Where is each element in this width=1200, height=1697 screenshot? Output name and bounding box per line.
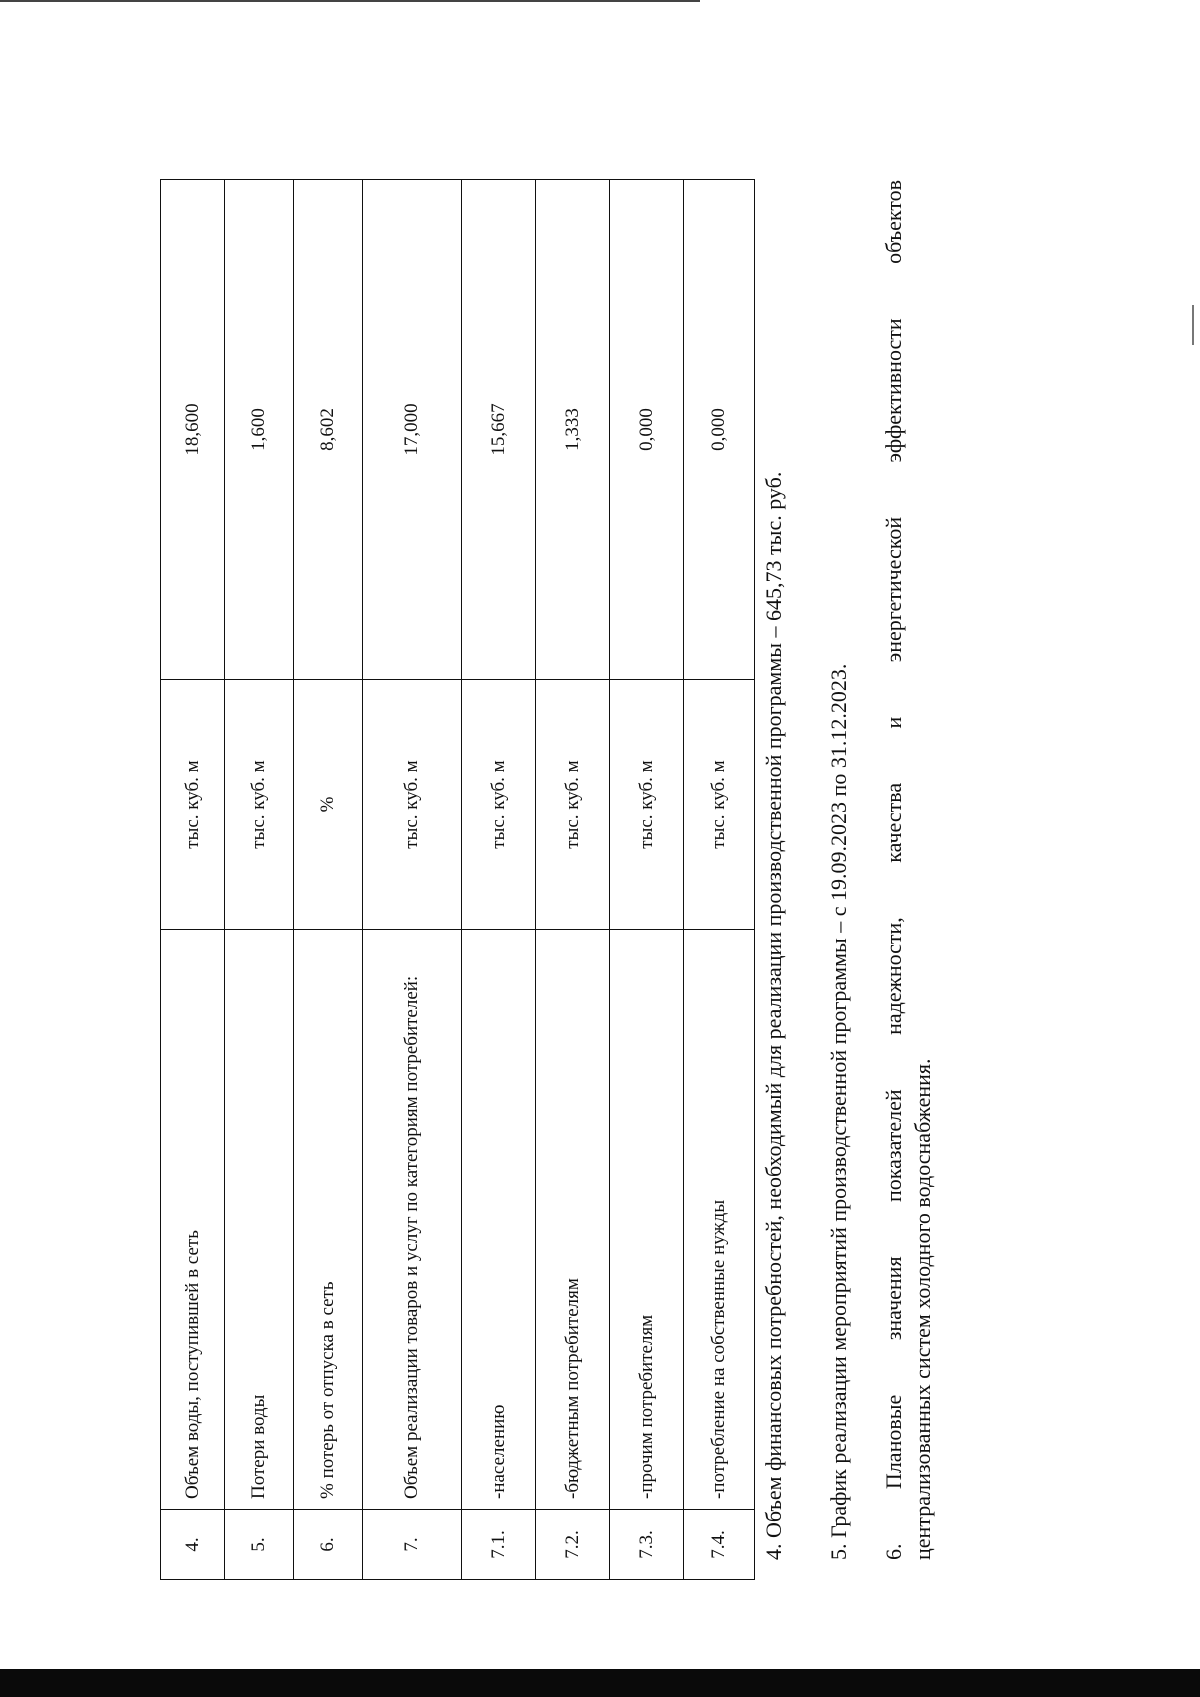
word: показателей	[881, 1089, 906, 1202]
row-number: 4.	[161, 1510, 225, 1580]
paragraph-indicators	[880, 160, 937, 1560]
table-row	[294, 180, 363, 1580]
table-row	[462, 180, 536, 1580]
row-name: -бюджетным потребителям	[536, 930, 610, 1510]
word: эффективности	[881, 318, 906, 463]
paragraph-financial-needs: 4. Объем финансовых потребностей, необходимый для реализации производственной программы – 645,73 тыс. руб.	[761, 471, 786, 1560]
word: значения	[881, 1256, 906, 1341]
row-unit: тыс. куб. м	[363, 680, 462, 930]
row-unit: %	[294, 680, 363, 930]
table-row	[225, 180, 294, 1580]
row-value: 1,600	[225, 180, 294, 680]
paragraph-indicators-line1	[880, 180, 909, 1560]
table-row	[161, 180, 225, 1580]
row-number: 7.4.	[684, 1510, 755, 1580]
table-row	[684, 180, 755, 1580]
word: 6.	[881, 1543, 906, 1560]
row-unit: тыс. куб. м	[610, 680, 684, 930]
row-unit: тыс. куб. м	[536, 680, 610, 930]
word: энергетической	[881, 516, 906, 663]
row-number: 7.	[363, 1510, 462, 1580]
paragraph-schedule: 5. График реализации мероприятий производственной программы – с 19.09.2023 по 31.12.2023.	[826, 663, 851, 1560]
row-name: -прочим потребителям	[610, 930, 684, 1510]
row-name: Объем воды, поступившей в сеть	[161, 930, 225, 1510]
row-value: 17,000	[363, 180, 462, 680]
paragraph-indicators-line2: централизованных систем холодного водоснабжения.	[909, 1058, 935, 1560]
row-value: 15,667	[462, 180, 536, 680]
row-number: 5.	[225, 1510, 294, 1580]
indicators-table	[160, 179, 755, 1580]
row-unit: тыс. куб. м	[161, 680, 225, 930]
row-name: Объем реализации товаров и услуг по категориям потребителей:	[363, 930, 462, 1510]
table-row	[536, 180, 610, 1580]
table-row	[363, 180, 462, 1580]
word: и	[881, 716, 906, 729]
word: качества	[881, 782, 906, 863]
word: объектов	[881, 180, 906, 264]
row-name: % потерь от отпуска в сеть	[294, 930, 363, 1510]
row-name: -населению	[462, 930, 536, 1510]
row-name: Потери воды	[225, 930, 294, 1510]
word: надежности,	[881, 917, 906, 1035]
rotated-page-content	[160, 180, 1180, 1580]
scan-margin-mark	[1192, 305, 1194, 345]
scan-bottom-edge	[0, 1669, 1200, 1697]
row-value: 18,600	[161, 180, 225, 680]
row-number: 7.3.	[610, 1510, 684, 1580]
row-number: 6.	[294, 1510, 363, 1580]
word: Плановые	[881, 1394, 906, 1490]
row-value: 0,000	[684, 180, 755, 680]
row-value: 1,333	[536, 180, 610, 680]
row-name: -потребление на собственные нужды	[684, 930, 755, 1510]
table-row	[610, 180, 684, 1580]
row-number: 7.1.	[462, 1510, 536, 1580]
row-unit: тыс. куб. м	[225, 680, 294, 930]
scan-top-edge	[0, 0, 700, 2]
row-value: 8,602	[294, 180, 363, 680]
row-unit: тыс. куб. м	[684, 680, 755, 930]
row-value: 0,000	[610, 180, 684, 680]
row-unit: тыс. куб. м	[462, 680, 536, 930]
row-number: 7.2.	[536, 1510, 610, 1580]
